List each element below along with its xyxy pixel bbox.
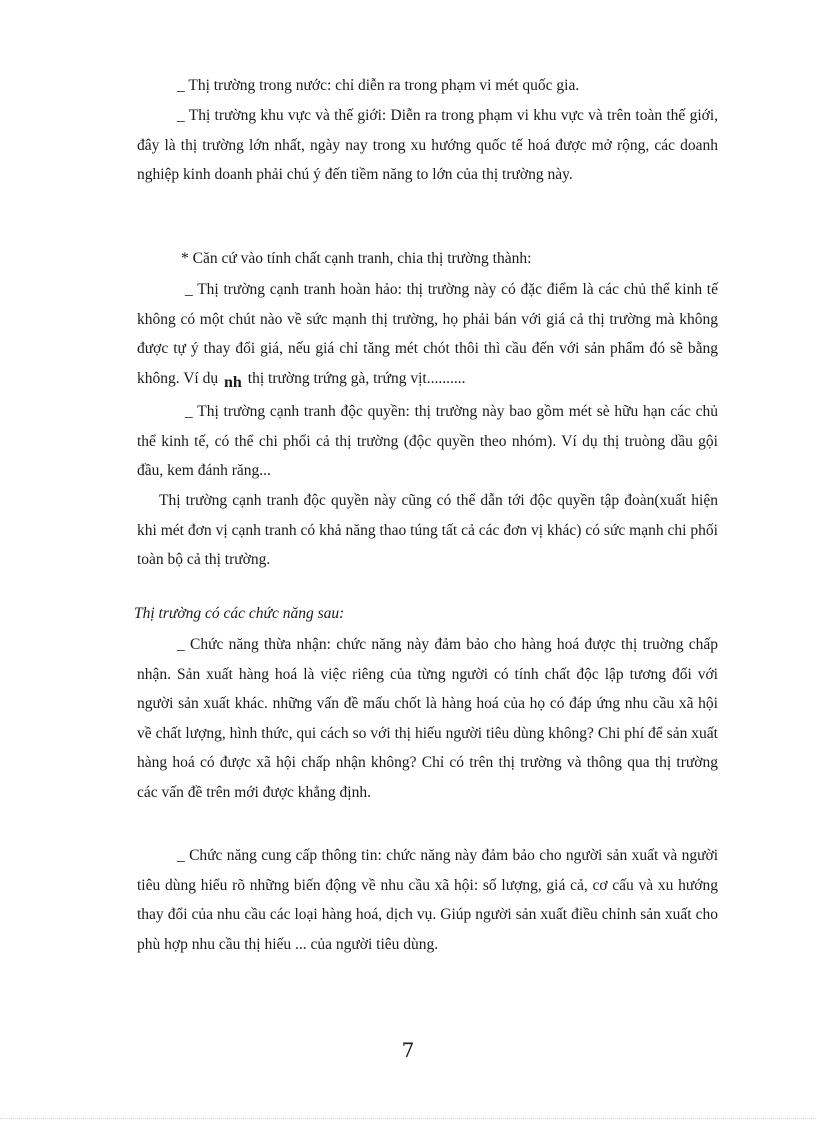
paragraph-monopolistic-competition: _ Thị trường cạnh tranh độc quyền: thị trường này bao gồm mét sè hữu hạn các chủ thể kinh tế, có thể chi phối cả thị trường (độc quyền theo nhóm). Ví dụ thị truòng dầu gội đầu, kem đánh răng... xyxy=(137,403,718,479)
paragraph-domestic-market: _ Thị trường trong nước: chỉ diễn ra trong phạm vi mét quốc gia. xyxy=(177,77,580,94)
paragraph-competition-basis: * Căn cứ vào tính chất cạnh tranh, chia thị trường thành: xyxy=(181,250,532,267)
perfect-competition-example: thị trường trứng gà, trứng vịt.......... xyxy=(247,369,466,387)
paragraph-regional-world-market: _ Thị trường khu vực và thế giới: Diễn ra trong phạm vi khu vực và trên toàn thế giới, đây là thị trường lớn nhất, ngày nay trong xu hướng quốc tế hoá được mở rộng, các doanh nghiệp kinh doanh phải chú ý đến tiềm năng to lớn của thị trường này. xyxy=(137,107,718,183)
perfect-competition-text: _ Thị trường cạnh tranh hoàn hảo: thị trường này có đặc điểm là các chủ thể kinh tế không có một chút nào về sức mạnh thị trường, họ phải bán với giá cả thị trường mà không được tự ý thay đổi giá, nếu giá chỉ tăng mét chót thôi thì cầu đến với sản phẩm đó sẽ bằng không. Ví dụ xyxy=(137,281,718,387)
bold-fragment: nh xyxy=(223,373,242,391)
functions-heading: Thị trường có các chức năng sau: xyxy=(134,605,345,622)
paragraph-information-function: _ Chức năng cung cấp thông tin: chức năng này đảm bảo cho người sản xuất và người tiêu dùng hiểu rõ những biến động về nhu cầu xã hội: số lượng, giá cả, cơ cấu và xu hướng thay đổi của nhu cầu các loại hàng hoá, dịch vụ. Giúp người sản xuất điều chỉnh sản xuất cho phù hợp nhu cầu thị hiếu ... của người tiêu dùng. xyxy=(137,847,718,953)
page-number: 7 xyxy=(401,1038,415,1062)
paragraph-recognition-function: _ Chức năng thừa nhận: chức năng này đảm bảo cho hàng hoá được thị truờng chấp nhận. Sản xuất hàng hoá là việc riêng của từng người có tính chất độc lập tương đối với người sản xuất khác. những vấn đề mấu chốt là hàng hoá của họ có đáp ứng nhu cầu xã hội về chất lượng, hình thức, qui cách so với thị hiếu người tiêu dùng không? Chi phí để sản xuất hàng hoá có được xã hội chấp nhận không? Chỉ có trên thị trường và thông qua thị trường các vấn đề trên mới được khẳng định. xyxy=(137,636,718,801)
paragraph-oligopoly: Thị trường cạnh tranh độc quyền này cũng có thể dẫn tới độc quyền tập đoàn(xuất hiện khi mét đơn vị cạnh tranh có khả năng thao túng tất cả các đơn vị khác) có sức mạnh chi phối toàn bộ cả thị trường. xyxy=(137,492,718,568)
page-bottom-divider xyxy=(0,1118,816,1119)
paragraph-perfect-competition xyxy=(137,275,718,393)
